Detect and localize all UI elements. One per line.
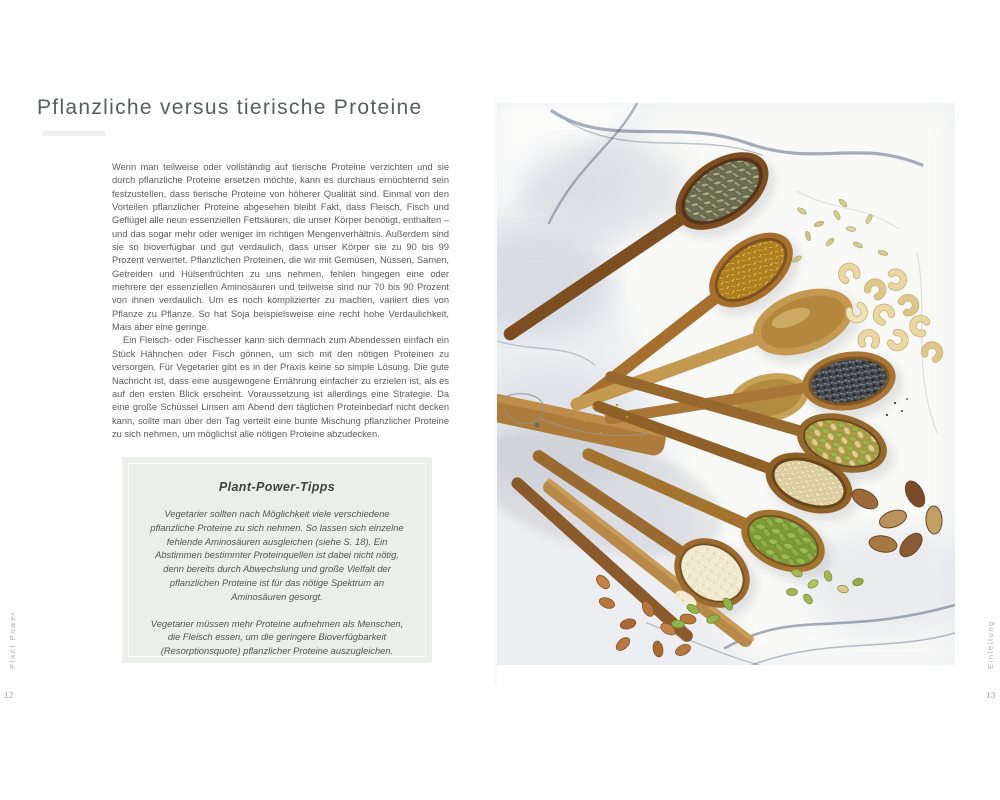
metal-pin bbox=[534, 422, 539, 427]
chapter-margin-label-right: Einleitung bbox=[986, 620, 995, 669]
tip-box-title: Plant-Power-Tipps bbox=[218, 480, 336, 494]
tip-box-paragraph: Vegetarier müssen mehr Proteine aufnehmen als Menschen, die Fleisch essen, um die geringere Bioverfügbarkeit (Resorptionsquote) pflanzlicher Proteine auszugleichen. bbox=[150, 617, 404, 657]
body-paragraph: Wenn man teilweise oder vollständig auf tierische Proteine verzichten und sie durch pflanzliche Proteine ersetzen möchte, kann es durchaus ernüchternd sein festzustellen, dass tierische Proteine von höherer Qualität sind. Einmal von den Vorteilen pflanzlicher Proteine abgesehen bleibt Fakt, dass Fleisch, Fisch und Geflügel alle neun essenziellen Fettsäuren, die unser Körper benötigt, enthalten – und das sogar mehr oder weniger im richtigen Mengenverhältnis. Außerdem sind sie so bioverfügbar und gut verdaulich, dass unser Körper sie zu 90 bis 99 Prozent verwertet. Pflanzlichen Proteinen, die wir mit Gemüsen, Nüssen, Samen, Getreiden und Hülsenfrüchten zu uns nehmen, fehlen hingegen eine oder mehrere der essenziellen Aminosäuren und teilweise sind nur 70 bis 90 Prozent von ihnen verdaulich. Um es noch komplizierter zu machen, variiert dies von Pflanze zu Pflanze. So hat Soja beispielsweise eine recht hohe Verdaulichkeit, Mais aber eine geringe. bbox=[112, 162, 449, 333]
page-number-left: 12 bbox=[4, 690, 14, 700]
body-text-column bbox=[112, 161, 449, 441]
body-paragraph: Ein Fleisch- oder Fischesser kann sich demnach zum Abendessen einfach ein Stück Hähnchen oder Fisch gönnen, um sich mit den nötigen Proteinen zu versorgen. Für Vegetarier gibt es in der Praxis keine so simple Lösung. Die gute Nachricht ist, dass eine ausgewogene Ernährung einfacher zu erzielen ist, als es auf den ersten Blick erscheint. Voraussetzung ist allerdings eine Strategie. Da eine große Schüssel Linsen am Abend den täglichen Proteinbedarf nicht decken kann, sollte man über den Tag verteilt eine bunte Mischung pflanzlicher Proteine zu sich nehmen, um möglichst alle nötigen Proteine abzudecken. bbox=[112, 335, 449, 439]
title-underline-mark bbox=[42, 131, 106, 136]
tip-box-paragraph: Vegetarier sollten nach Möglichkeit viele verschiedene pflanzliche Proteine zu sich nehmen. So lassen sich einzelne fehlende Aminosäuren ausgleichen (siehe S. 18). Ein Abstimmen bestimmter Proteinquellen ist dabei nicht nötig, denn bereits durch Abwechslung und große Vielfalt der pflanzlichen Proteine ist für das nötige Spektrum an Aminosäuren gesorgt. bbox=[150, 508, 404, 602]
food-photo bbox=[497, 103, 955, 665]
chapter-margin-label-left: Plant Power bbox=[8, 610, 17, 669]
tip-box-inner-frame bbox=[128, 463, 426, 657]
page-title: Pflanzliche versus tierische Proteine bbox=[37, 96, 423, 119]
tip-box bbox=[122, 457, 432, 663]
page-number-right: 13 bbox=[986, 690, 996, 700]
